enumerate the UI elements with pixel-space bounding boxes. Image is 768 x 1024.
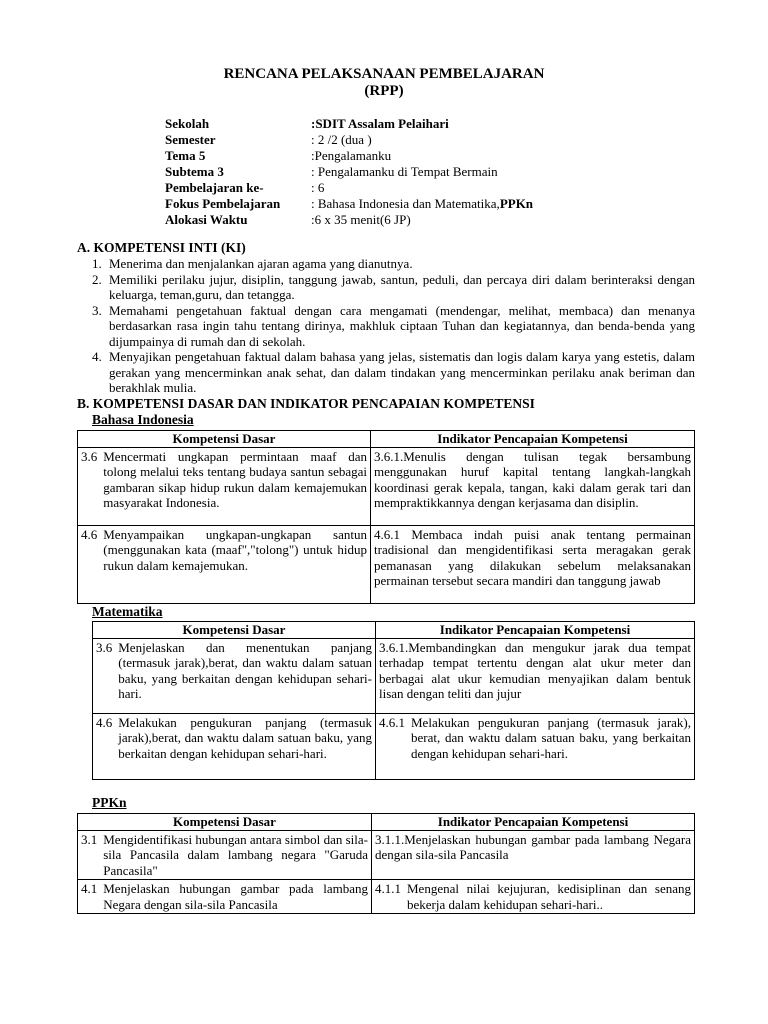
kd-number: 4.1 [81,881,98,896]
table-cell [372,830,695,880]
kd-table-ppkn [77,813,695,914]
ki-item [92,256,695,272]
table-cell [78,525,371,603]
info-row [165,132,533,148]
kd-text: Menjelaskan hubungan gambar pada lambang Negara dengan sila-sila Pancasila [103,881,368,912]
kd-number: 3.6 [96,639,113,655]
kd-text: Mencermati ungkapan permintaan maaf dan tolong melalui teks tentang budaya santun sebagai gambaran sikap hidup rukun dalam kemajemukan masyarakat Indonesia. [103,448,367,510]
info-label: Alokasi Waktu [165,212,248,227]
subject-heading: PPKn [92,795,127,810]
table-cell [78,880,372,914]
column-header: Kompetensi Dasar [78,814,372,831]
kd-number: 4.6 [81,526,98,542]
table-row [93,713,695,779]
kd-number: 4.6 [96,714,113,730]
identity-block [165,116,533,228]
table-cell [93,713,376,779]
info-row [165,164,533,180]
info-row [165,196,533,212]
kd-text: Menjelaskan dan menentukan panjang (termasuk jarak),berat, dan waktu dalam satuan baku, yang berkaitan dengan kehidupan sehari-hari. [118,639,372,701]
table-row [78,525,695,603]
info-value: : Pengalamanku di Tempat Bermain [311,164,498,179]
info-label: Sekolah [165,116,210,131]
indicator-number: 3.6.1. [379,639,409,655]
indicator-text: Menulis dengan tulisan tegak bersambung menggunakan huruf kapital tentang langkah-langkah koordinasi gerak kepala, tangan, kaki dalam gerak tari dan mempraktikkannya dengan kerjasama dan disiplin. [374,448,691,510]
section-heading-kd: B. KOMPETENSI DASAR DAN INDIKATOR PENCAPAIAN KOMPETENSI [77,396,535,411]
ki-item [92,272,695,303]
indicator-text: Membaca indah puisi anak tentang permainan tradisional dan mengidentifikasi serta meragakan gerak pemanasan yang dilakukan sebelum melaksanakan permainan tersebut secara mandiri dan tanggung jawab [374,526,691,588]
kd-text: Mengidentifikasi hubungan antara simbol dan sila-sila Pancasila dalam lambang negara "Garuda Pancasila" [103,831,368,878]
column-header: Kompetensi Dasar [78,431,371,448]
ki-number: 2. [92,271,102,287]
kd-text: Melakukan pengukuran panjang (termasuk jarak),berat, dan waktu dalam satuan baku, yang berkaitan dengan kehidupan sehari-hari. [118,714,372,761]
table-cell [371,525,695,603]
info-row [165,180,533,196]
indicator-number: 4.1.1 [375,881,401,896]
ki-text: Menyajikan pengetahuan faktual dalam bahasa yang jelas, sistematis dan logis dalam karya yang estetis, dalam gerakan yang mencerminkan anak sehat, dan dalam tindakan yang mencerminkan perilaku anak beriman dan berakhlak mulia. [109,349,695,395]
column-header: Kompetensi Dasar [93,622,376,639]
info-value: : 2 /2 (dua ) [311,132,372,147]
kd-number: 3.6 [81,448,98,464]
kd-text: Menyampaikan ungkapan-ungkapan santun (menggunakan kata (maaf","tolong") untuk hidup rukun dalam kemajemukan. [103,526,367,573]
ki-text: Memahami pengetahuan faktual dengan cara mengamati (mendengar, melihat, membaca) dan menanya berdasarkan rasa ingin tahu tentang dirinya, makhluk ciptaan Tuhan dan kegiatannya, dan benda-benda yang dijumpainya di rumah dan di sekolah. [109,302,695,349]
ki-item [92,349,695,396]
kd-table-matematika [92,621,695,780]
indicator-text: Melakukan pengukuran panjang (termasuk jarak), berat, dan waktu dalam satuan baku, yang berkaitan dengan kehidupan sehari-hari. [411,714,691,761]
info-value-bold: PPKn [499,196,534,211]
document-subtitle: (RPP) [364,83,404,99]
table-cell [78,830,372,880]
table-cell [376,638,695,713]
info-label: Subtema 3 [165,164,224,179]
indicator-text: Menjelaskan hubungan gambar pada lambang Negara dengan sila-sila Pancasila [375,831,691,862]
subject-heading: Matematika [92,604,163,619]
ki-number: 4. [92,349,102,364]
info-label: Semester [165,132,216,147]
table-row [78,830,695,880]
ki-text: Menerima dan menjalankan ajaran agama yang dianutnya. [109,256,413,271]
document-title: RENCANA PELAKSANAAN PEMBELAJARAN [223,66,545,82]
info-label: Pembelajaran ke- [165,180,264,195]
column-header: Indikator Pencapaian Kompetensi [376,622,695,639]
info-row [165,212,533,228]
info-row [165,116,533,132]
indicator-text: Membandingkan dan mengukur jarak dua tempat terhadap tempat tertentu dengan alat ukur meter dan berbagai alat ukur kemudian menyajikan dalam bentuk lisan dengan teliti dan jujur [379,639,691,701]
info-value: :Pengalamanku [311,148,392,163]
section-heading-ki: A. KOMPETENSI INTI (KI) [77,240,246,255]
info-value: : 6 [311,180,325,195]
ki-number: 1. [92,256,102,271]
ki-number: 3. [92,302,102,318]
info-value-text: : Bahasa Indonesia dan Matematika, [311,196,500,211]
table-header-row [78,431,695,448]
indicator-text: Mengenal nilai kejujuran, kedisiplinan dan senang bekerja dalam kehidupan sehari-hari.. [407,881,691,912]
table-row [93,638,695,713]
table-cell [372,880,695,914]
info-label: Tema 5 [165,148,206,163]
table-cell [93,638,376,713]
kd-number: 3.1 [81,831,98,847]
info-value: :SDIT Assalam Pelaihari [311,116,449,131]
table-cell [78,447,371,525]
subject-heading: Bahasa Indonesia [92,412,194,427]
table-row [78,880,695,914]
column-header: Indikator Pencapaian Kompetensi [371,431,695,448]
table-cell [376,713,695,779]
ki-text: Memiliki perilaku jujur, disiplin, tanggung jawab, santun, peduli, dan percaya diri dalam berinteraksi dengan keluarga, teman,guru, dan tetangga. [109,271,695,302]
ki-list [92,256,695,396]
info-value [311,196,533,212]
kd-table-bahasa-indonesia [77,430,695,604]
indicator-number: 4.6.1 [374,526,400,542]
info-label: Fokus Pembelajaran [165,196,281,211]
indicator-number: 4.6.1 [379,714,405,730]
ki-item [92,303,695,350]
info-row [165,148,533,164]
indicator-number: 3.1.1. [375,831,405,847]
table-cell [371,447,695,525]
table-row [78,447,695,525]
info-value: :6 x 35 menit(6 JP) [311,212,411,227]
table-header-row [93,622,695,639]
table-header-row [78,814,695,831]
indicator-number: 3.6.1. [374,448,404,464]
column-header: Indikator Pencapaian Kompetensi [372,814,695,831]
